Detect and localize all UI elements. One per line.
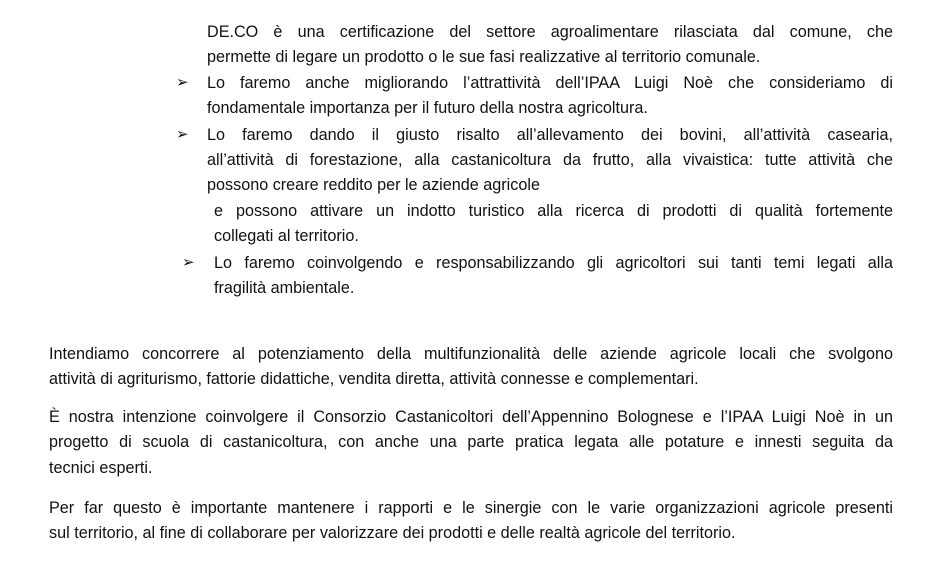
- bullet-arrow-icon: ➢: [176, 73, 189, 91]
- paragraph-2-line-3: tecnici esperti.: [49, 459, 153, 477]
- bullet-2-line-2: all’attività di forestazione, alla castanicoltura da frutto, alla vivaistica: tutte attività che: [207, 151, 893, 169]
- bullet-arrow-icon: ➢: [176, 125, 189, 143]
- bullet-2-line-3: possono creare reddito per le aziende agricole: [207, 176, 540, 194]
- paragraph-1-line-2: attività di agriturismo, fattorie didattiche, vendita diretta, attività connesse e complementari.: [49, 370, 699, 388]
- bullet-3-line-2: fragilità ambientale.: [214, 279, 355, 297]
- paragraph-1-line-1: Intendiamo concorrere al potenziamento della multifunzionalità delle aziende agricole locali che svolgono: [49, 345, 893, 363]
- paragraph-3-line-1: Per far questo è importante mantenere i rapporti e le sinergie con le varie organizzazioni agricole presenti: [49, 499, 893, 517]
- paragraph-2-line-1: È nostra intenzione coinvolgere il Consorzio Castanicoltori dell’Appennino Bolognese e l’IPAA Luigi Noè in un: [49, 408, 893, 426]
- bullet-2-continuation-line-1: e possono attivare un indotto turistico alla ricerca di prodotti di qualità fortemente: [214, 202, 893, 220]
- bullet-2-line-1: Lo faremo dando il giusto risalto all’allevamento dei bovini, all’attività casearia,: [207, 126, 893, 144]
- paragraph-3-line-2: sul territorio, al fine di collaborare per valorizzare dei prodotti e delle realtà agricole del territorio.: [49, 524, 736, 542]
- bullet-1-line-1: Lo faremo anche migliorando l’attrattività dell’IPAA Luigi Noè che consideriamo di: [207, 74, 893, 92]
- bullet-2-continuation-line-2: collegati al territorio.: [214, 227, 359, 245]
- bullet-3-line-1: Lo faremo coinvolgendo e responsabilizzando gli agricoltori sui tanti temi legati alla: [214, 254, 893, 272]
- intro-line-1: DE.CO è una certificazione del settore agroalimentare rilasciata dal comune, che: [207, 23, 893, 41]
- intro-line-2: permette di legare un prodotto o le sue fasi realizzative al territorio comunale.: [207, 48, 761, 66]
- bullet-arrow-icon: ➢: [182, 253, 195, 271]
- bullet-1-line-2: fondamentale importanza per il futuro della nostra agricoltura.: [207, 99, 648, 117]
- paragraph-2-line-2: progetto di scuola di castanicoltura, con anche una parte pratica legata alle potature e innesti seguita da: [49, 433, 893, 451]
